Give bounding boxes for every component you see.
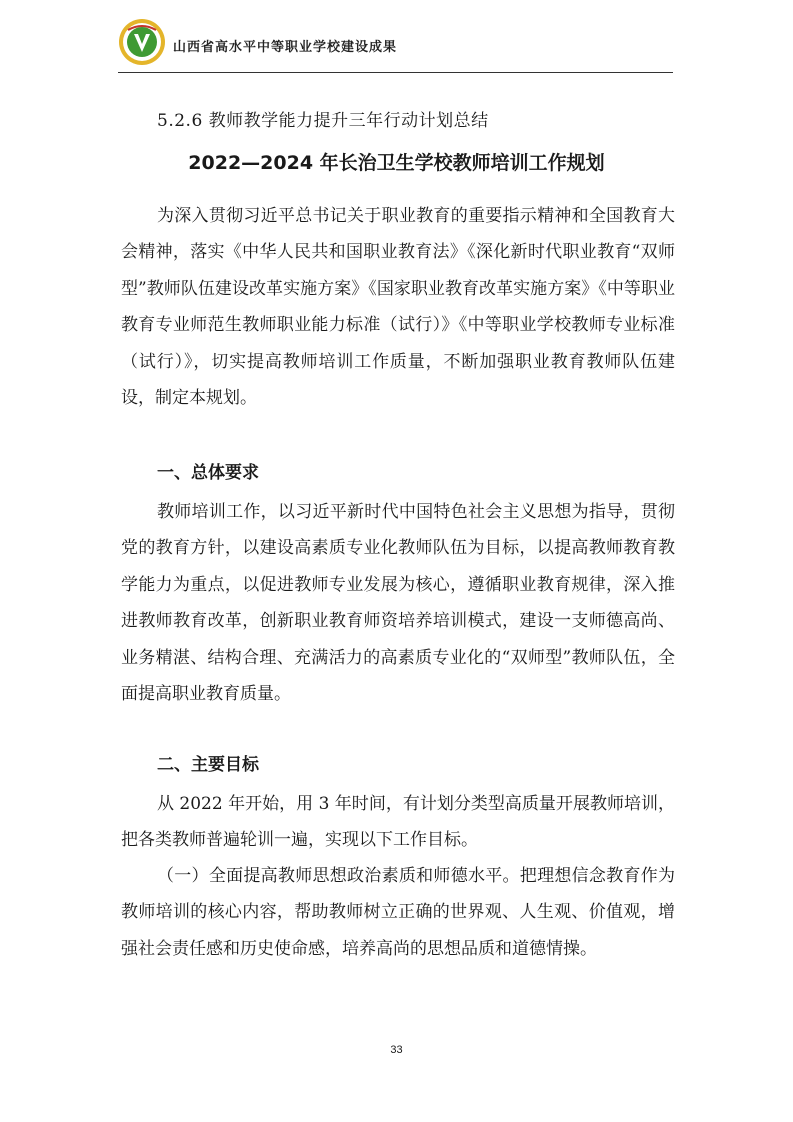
heading-general-requirements: 一、总体要求 (157, 463, 259, 483)
school-logo-icon (118, 18, 166, 66)
header-title: 山西省高水平中等职业学校建设成果 (173, 40, 398, 55)
header-divider (118, 72, 673, 73)
goal-one-paragraph: （一）全面提高教师思想政治素质和师德水平。把理想信念教育作为教师培训的核心内容，帮助教师树立正确的世界观、人生观、价值观，增强社会责任感和历史使命感，培养高尚的思想品质和道德情操。 (121, 866, 675, 959)
main-goals-paragraph: 从 2022 年开始，用 3 年时间，有计划分类型高质量开展教师培训，把各类教师普遍轮训一遍，实现以下工作目标。 (121, 794, 675, 851)
section-number: 5.2.6 教师教学能力提升三年行动计划总结 (157, 111, 489, 131)
intro-paragraph: 为深入贯彻习近平总书记关于职业教育的重要指示精神和全国教育大会精神，落实《中华人民共和国职业教育法》《深化新时代职业教育“双师型”教师队伍建设改革实施方案》《国家职业教育改革实施方案》《中等职业教育专业师范生教师职业能力标准（试行）》《中等职业学校教师专业标准（试行）》，切实提高教师培训工作质量，不断加强职业教育教师队伍建设，制定本规划。 (121, 206, 675, 409)
general-requirements-paragraph: 教师培训工作，以习近平新时代中国特色社会主义思想为指导，贯彻党的教育方针，以建设高素质专业化教师队伍为目标，以提高教师教育教学能力为重点，以促进教师专业发展为核心，遵循职业教育规律，深入推进教师教育改革，创新职业教育师资培养培训模式，建设一支师德高尚、业务精湛、结构合理、充满活力的高素质专业化的“双师型”教师队伍，全面提高职业教育质量。 (121, 502, 675, 705)
heading-main-goals: 二、主要目标 (157, 755, 259, 775)
page-header (118, 14, 673, 74)
page-number: 33 (390, 1044, 403, 1056)
document-title: 2022—2024 年长治卫生学校教师培训工作规划 (188, 152, 605, 174)
